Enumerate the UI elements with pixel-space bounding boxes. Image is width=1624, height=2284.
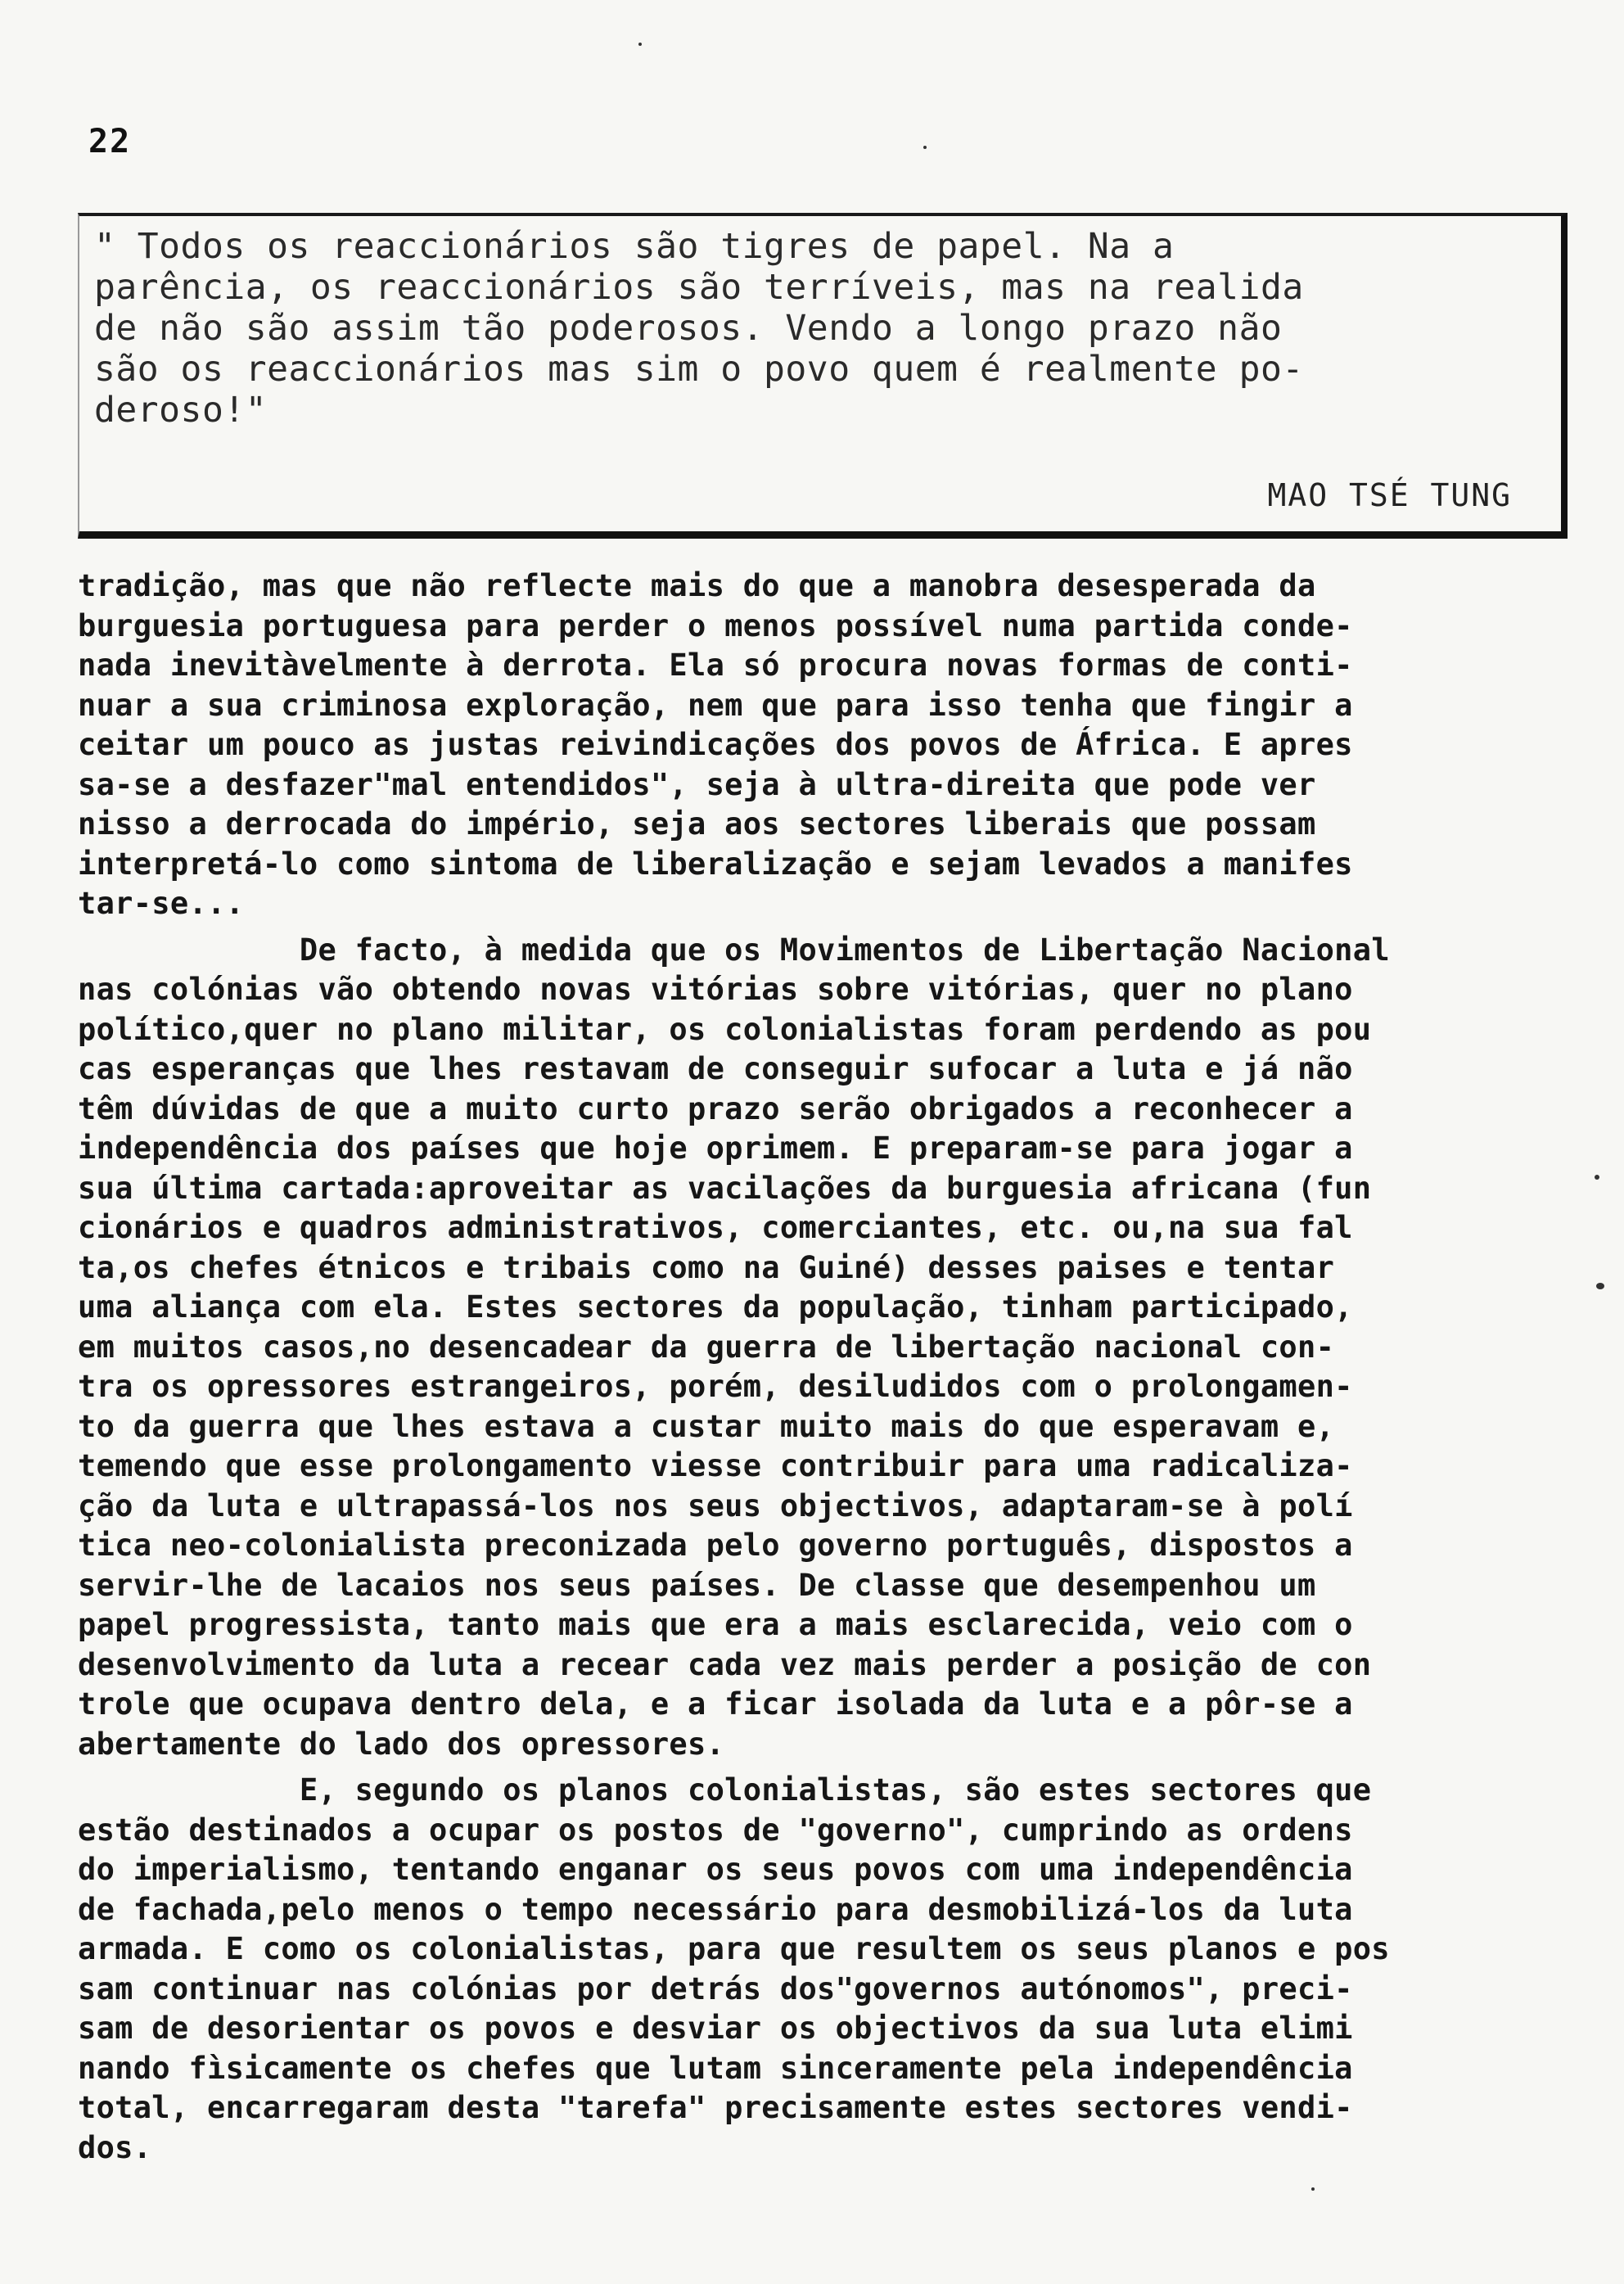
epigraph-box [78,213,1568,539]
scan-speck [1595,1175,1599,1180]
scan-speck [1596,1283,1604,1289]
paragraph-1: tradição, mas que não reflecte mais do que a manobra desesperada da burguesia portuguesa para perder o menos possível numa partida conde- nada inevitàvelmente à derrota. Ela só procura novas formas de conti- nuar a sua criminosa exploração, nem que para isso tenha que fingir a ceitar um pouco as justas reivindicações dos povos de África. E apres sa-se a desfazer"mal entendidos", seja à ultra-direita que pode ver nisso a derrocada do império, seja aos sectores liberais que possam interpretá-lo como sintoma de liberalização e sejam levados a manifes tar-se... [78,568,1353,921]
epigraph-author: MAO TSÉ TUNG [1267,477,1512,513]
scan-speck [638,43,642,46]
scan-speck [923,146,927,149]
scan-speck [1311,2187,1315,2191]
paragraph-3: E, segundo os planos colonialistas, são estes sectores que estão destinados a ocupar os postos de "governo", cumprindo as ordens do imperialismo, tentando enganar os seus povos com uma independência de fachada,pelo menos o tempo necessário para desmobilizá-los da luta armada. E como os colonialistas, para que resultem os seus planos e pos sam continuar nas colónias por detrás dos"governos autónomos", preci- sam de desorientar os povos e desviar os objectivos da sua luta elimi nando fìsicamente os chefes que lutam sinceramente pela independência total, encarregaram desta "tarefa" precisamente estes sectores vendi- dos. [78,1772,1390,2165]
epigraph-quote: " Todos os reaccionários são tigres de papel. Na a parência, os reaccionários são terríveis, mas na realida de não são assim tão poderosos. Vendo a longo prazo não são os reaccionários mas sim o povo quem é realmente po- deroso!" [94,226,1304,431]
body-text [78,566,1576,2168]
paragraph-2: De facto, à medida que os Movimentos de Libertação Nacional nas colónias vão obtendo novas vitórias sobre vitórias, quer no plano político,quer no plano militar, os colonialistas foram perdendo as pou cas esperanças que lhes restavam de conseguir sufocar a luta e já não têm dúvidas de que a muito curto prazo serão obrigados a reconhecer a independência dos países que hoje oprimem. E preparam-se para jogar a sua última cartada:aproveitar as vacilações da burguesia africana (fun cionários e quadros administrativos, comerciantes, etc. ou,na sua fal ta,os chefes étnicos e tribais como na Guiné) desses paises e tentar uma aliança com ela. Estes sectores da população, tinham participado, em muitos casos,no desencadear da guerra de libertação nacional con- tra os opressores estrangeiros, porém, desiludidos com o prolongamen- to da guerra que lhes estava a custar muito mais do que esperavam e, temendo que esse prolongamento viesse contribuir para uma radicaliza- ção da luta e ultrapassá-los nos seus objectivos, adaptaram-se à polí tica neo-colonialista preconizada pelo governo português, dispostos a servir-lhe de lacaios nos seus países. De classe que desempenhou um papel progressista, tanto mais que era a mais esclarecida, veio com o desenvolvimento da luta a recear cada vez mais perder a posição de con trole que ocupava dentro dela, e a ficar isolada da luta e a pôr-se a abertamente do lado dos opressores. [78,932,1390,1762]
page-number: 22 [88,123,132,160]
